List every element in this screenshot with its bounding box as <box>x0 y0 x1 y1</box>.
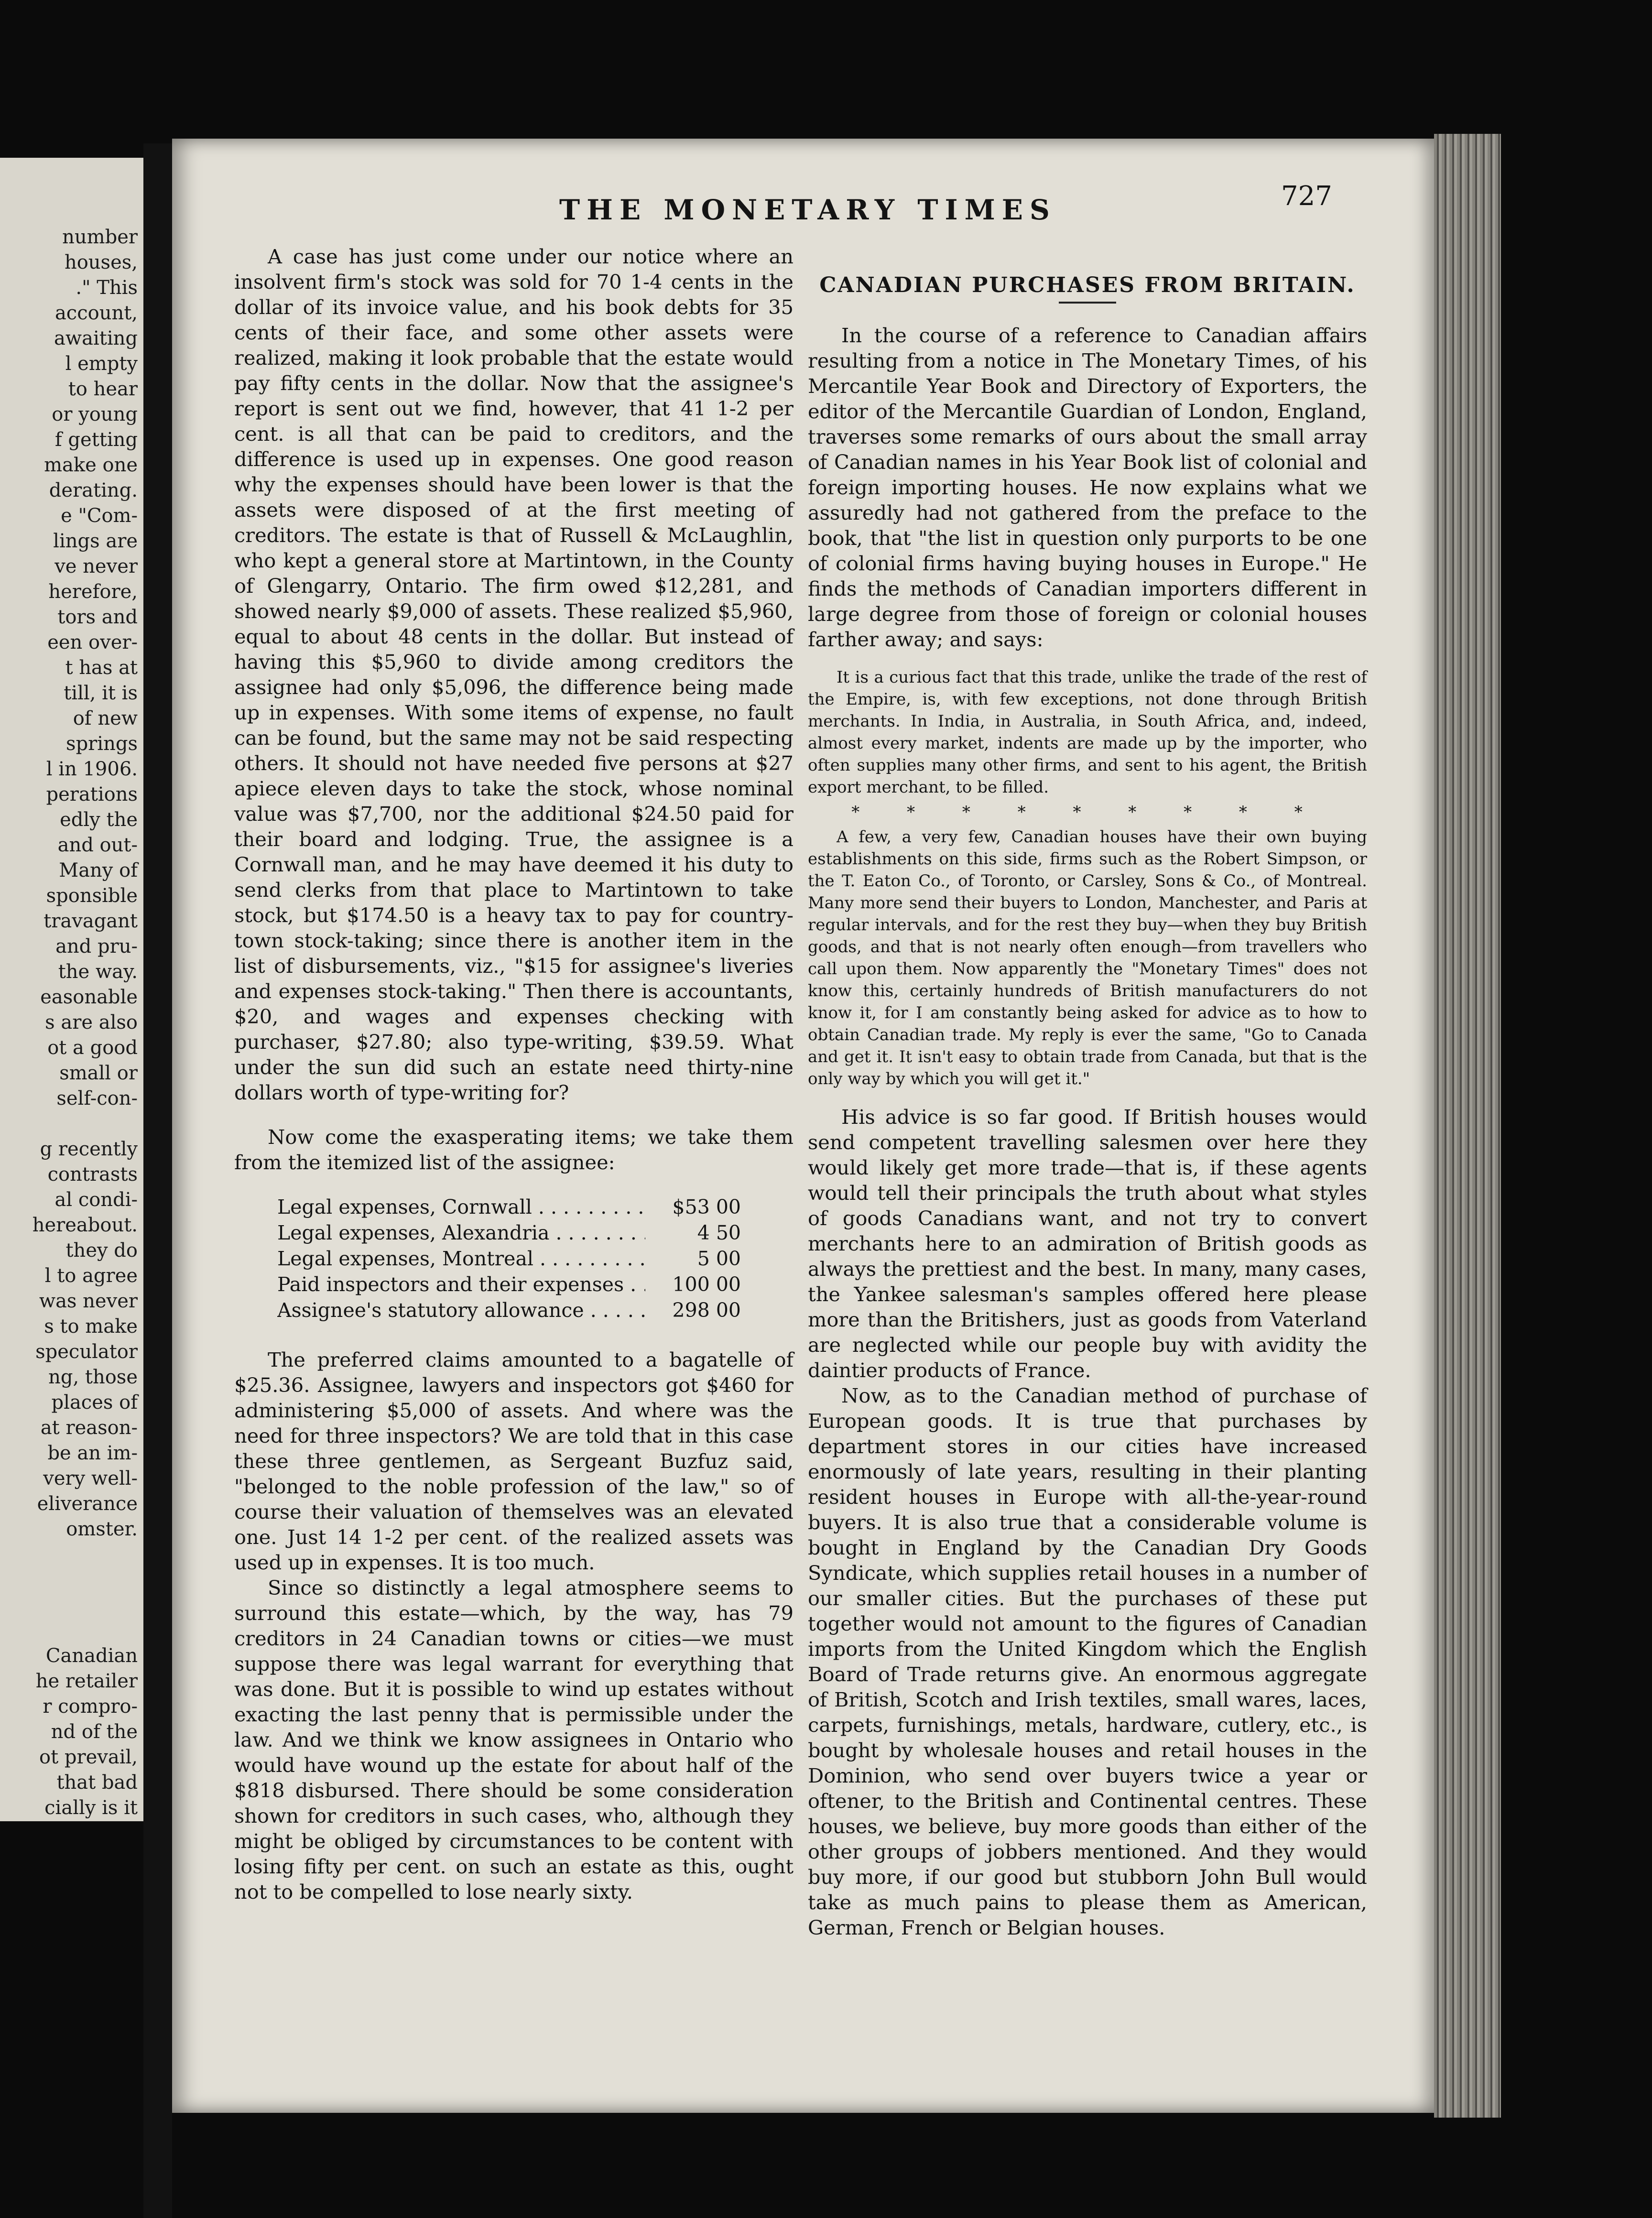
ledger-label: Legal expenses, Montreal . . . <box>277 1246 645 1272</box>
facing-page-line: contrasts <box>47 1163 138 1185</box>
facing-page-line: derating. <box>49 479 138 501</box>
facing-page-line: at reason- <box>40 1417 138 1439</box>
facing-page-line: ng, those <box>48 1366 138 1388</box>
ledger-amount: 4 50 <box>697 1221 741 1244</box>
facing-page-line: make one <box>44 454 138 476</box>
facing-page-line: houses, <box>64 251 138 273</box>
left-column <box>234 244 793 1904</box>
facing-page-line: ve never <box>54 555 138 577</box>
facing-page-line: or young <box>52 403 138 425</box>
expense-ledger <box>277 1194 741 1323</box>
ledger-row <box>277 1272 741 1297</box>
ledger-label: Assignee's statutory allowance . . . <box>277 1297 645 1323</box>
facing-page-line: Canadian <box>45 1645 138 1667</box>
facing-page-line: ." This <box>76 277 138 299</box>
facing-page-line: l empty <box>65 353 138 375</box>
facing-page-line: een over- <box>47 631 138 653</box>
ellipsis-stars: * * * * * * * * * <box>851 803 1324 822</box>
ledger-row <box>277 1246 741 1272</box>
ledger-amount: 298 00 <box>672 1299 741 1322</box>
facing-page-line: ot prevail, <box>39 1746 138 1768</box>
ledger-label: Legal expenses, Alexandria . . . <box>277 1220 645 1246</box>
ledger-label: Paid inspectors and their expenses . . . <box>277 1272 645 1297</box>
facing-page-line: they do <box>65 1239 138 1261</box>
page-edges <box>1434 134 1501 2118</box>
facing-page-line: was never <box>39 1290 138 1312</box>
facing-page-line: perations <box>46 783 138 805</box>
quote-paragraph: A few, a very few, Canadian houses have their own buying establishments on this side, firms such as the Robert Simpson, or the T. Eaton Co., of Toronto, or Carsley, Sons & Co., of Montreal. Many more send their buyers to London, Manchester, and Paris at regular intervals, and for the rest they buy—when they buy British goods, and that is not nearly often enough—from travellers who call upon them. Now apparently the "Monetary Times" does not know this, certainly hundreds of British manufacturers do not know it, for I am constantly being asked for advice as to how to obtain Canadian trade. My reply is ever the same, "Go to Canada and get it. It isn't easy to obtain trade from Canada, but that is the only way by which you will get it." <box>808 827 1367 1088</box>
facing-page-line: omster. <box>66 1518 138 1540</box>
right-column <box>808 272 1367 1940</box>
ledger-amount: 100 00 <box>672 1273 741 1296</box>
article-paragraph: His advice is so far good. If British houses would send competent travelling salesmen over here they would likely get more trade—that is, if these agents would tell their principals the truth about what styles of goods Canadians want, and not try to convert merchants here to an admiration of British goods as always the prettiest and the best. In many, many cases, the Yankee salesman's samples offered here please more than the Britishers, just as goods from Vaterland are neglected while our people buy with avidity the daintier products of France. <box>808 1105 1367 1382</box>
facing-page-line: edly the <box>60 809 138 831</box>
facing-page-line: and pru- <box>55 935 138 957</box>
facing-page-line: hereabout. <box>32 1214 138 1236</box>
facing-page-line: s to make <box>44 1316 138 1337</box>
facing-page-line: nd of the <box>51 1721 138 1743</box>
ledger-label: Legal expenses, Cornwall . . . <box>277 1194 645 1220</box>
facing-page-line: cially is it <box>44 1797 138 1819</box>
facing-page-line: f getting <box>54 429 138 451</box>
facing-page-line: e "Com- <box>61 505 138 527</box>
article-paragraph: In the course of a reference to Canadian affairs resulting from a notice in The Monetary Times, of his Mercantile Year Book and Directory of Exporters, the editor of the Mercantile Guardian of London, England, traverses some remarks of ours about the small array of Canadian names in his Year Book list of colonial and foreign importing houses. He now explains what we assuredly had not gathered from the preface to the book, that "the list in question only purports to be one of colonial firms having buying houses in Europe." He finds the methods of Canadian importers different in large degree from those of foreign or colonial houses farther away; and says: <box>808 324 1367 651</box>
ledger-row <box>277 1220 741 1246</box>
article-paragraph: A case has just come under our notice where an insolvent firm's stock was sold for 70 1-4 cents in the dollar of its invoice value, and his book debts for 35 cents of their face, and some other assets were realized, making it look probable that the estate would pay fifty cents in the dollar. Now that the assignee's report is sent out we find, however, that 41 1-2 per cent. is all that can be paid to creditors, and the difference is used up in expenses. One good reason why the expenses should have been lower is that the assets were disposed of at the first meeting of creditors. The estate is that of Russell & McLaughlin, who kept a general store at Martintown, in the County of Glengarry, Ontario. The firm owed $12,281, and showed nearly $9,000 of assets. These realized $5,960, equal to about 48 cents in the dollar. But instead of having this $5,960 to divide among creditors the assignee had only $5,096, the difference being made up in expenses. With some items of expense, no fault can be found, but the same may not be said respecting others. It should not have needed five persons at $27 apiece eleven days to take the stock, whose nominal value was $7,700, nor the additional $24.50 paid for their board and lodging. True, the assignee is a Cornwall man, and he may have deemed it his duty to send clerks from that place to Martintown to take stock, but $174.50 is a heavy tax to pay for country-town stock-taking; since there is another item in the list of disbursements, viz., "$15 for assignee's liveries and expenses stock-taking." Then there is accountants, $20, and wages and expenses checking with purchaser, $27.80; also type-writing, $39.59. What under the sun did such an estate need thirty-nine dollars worth of type-writing for? <box>234 245 793 1104</box>
facing-page-line: of new <box>73 707 138 729</box>
book-gutter <box>143 143 172 2218</box>
facing-page-line: lings are <box>53 530 138 552</box>
quote-paragraph: It is a curious fact that this trade, unlike the trade of the rest of the Empire, is, with few exceptions, not done through British merchants. In India, in Australia, in South Africa, and, indeed, almost every market, indents are made up by the importer, who often supplies many other firms, and sent to his agent, the British export merchant, to be filled. <box>808 668 1367 797</box>
facing-page-line: l to agree <box>44 1265 138 1287</box>
facing-page-line: herefore, <box>48 581 138 603</box>
facing-page-line: tors and <box>57 606 138 628</box>
facing-page-line: awaiting <box>54 327 138 349</box>
title-rule <box>1059 302 1116 304</box>
facing-page-line: sponsible <box>46 885 138 907</box>
facing-page-line: s are also <box>45 1011 138 1033</box>
facing-page-line: easonable <box>40 986 138 1008</box>
facing-page-line: the way. <box>58 961 138 983</box>
facing-page-line: account, <box>54 302 138 324</box>
facing-page-line: very well- <box>43 1468 138 1490</box>
article-paragraph: Now, as to the Canadian method of purchase of European goods. It is true that purchases by department stores in our cities have increased enormously of late years, resulting in their planting resident houses in Europe with all-the-year-round buyers. It is also true that a considerable volume is bought in England by the Canadian Dry Goods Syndicate, which supplies retail houses in a number of our smaller cities. But the purchases of these put together would not amount to the figures of Canadian imports from the United Kingdom which the English Board of Trade returns give. An enormous aggregate of British, Scotch and Irish textiles, small wares, laces, carpets, furnishings, metals, hardware, cutlery, etc., is bought by wholesale houses and retail houses in the Dominion, who send over buyers twice a year or oftener, to the British and Continental centres. These houses, we believe, buy more goods than either of the other groups of jobbers mentioned. And they would buy more, if our good but stubborn John Bull would take as much pains to please them as American, German, French or Belgian houses. <box>808 1384 1367 1939</box>
ledger-row <box>277 1194 741 1220</box>
running-head: THE MONETARY TIMES <box>559 194 1056 226</box>
facing-page-line: to hear <box>68 378 138 400</box>
ledger-row <box>277 1297 741 1323</box>
facing-page-line: and out- <box>57 834 138 856</box>
facing-page-line: till, it is <box>64 682 138 704</box>
block-quote <box>808 666 1367 1090</box>
facing-page-line: al condi- <box>54 1189 138 1211</box>
article-paragraph: The preferred claims amounted to a bagatelle of $25.36. Assignee, lawyers and inspectors got $460 for administering $5,000 of assets. And where was the need for three inspectors? We are told that in this case these three gentlemen, as Sergeant Buzfuz said, "belonged to the noble profession of the law," so of course their valuation of themselves was an elevated one. Just 14 1-2 per cent. of the realized assets was used up in expenses. It is too much. <box>234 1348 793 1574</box>
facing-page-line: speculator <box>35 1341 138 1363</box>
scan-border <box>1501 0 1652 2218</box>
facing-page-line: he retailer <box>35 1670 138 1692</box>
facing-page-line: r compro- <box>43 1696 138 1718</box>
ledger-amount: 5 00 <box>697 1247 741 1270</box>
facing-page-line: l in 1906. <box>46 758 138 780</box>
facing-page-line: self-con- <box>56 1087 138 1109</box>
article-paragraph: Since so distinctly a legal atmosphere seems to surround this estate—which, by the way, has 79 creditors in 24 Canadian towns or cities—we must suppose there was legal warrant for everything that was done. But it is possible to wind up estates without exacting the last penny that is permissible under the law. And we think we know assignees in Ontario who would have wound up the estate for about half of the $818 disbursed. There should be some consideration shown for creditors in such cases, who, although they might be obliged by circumstances to be content with losing fifty per cent. on such an estate as this, ought not to be compelled to lose nearly sixty. <box>234 1576 793 1903</box>
section-title: CANADIAN PURCHASES FROM BRITAIN. <box>819 273 1356 297</box>
facing-page-line: number <box>62 226 138 248</box>
facing-page-line: Many of <box>59 859 138 881</box>
facing-page-line: t has at <box>65 657 138 679</box>
facing-page-line: g recently <box>40 1138 138 1160</box>
facing-page-line: small or <box>59 1062 138 1084</box>
facing-page-line: eliverance <box>37 1493 138 1515</box>
facing-page-line: travagant <box>43 910 138 932</box>
facing-page-line: places of <box>51 1392 138 1413</box>
facing-page-line: that bad <box>56 1772 138 1794</box>
page-number: 727 <box>1281 181 1332 212</box>
article-paragraph: Now come the exasperating items; we take them from the itemized list of the assignee: <box>234 1125 793 1174</box>
facing-page-line: ot a good <box>47 1037 138 1059</box>
facing-page-fragment <box>0 158 143 1821</box>
facing-page-line: be an im- <box>47 1442 138 1464</box>
facing-page-line: springs <box>66 733 138 755</box>
ledger-amount: $53 00 <box>672 1196 741 1218</box>
